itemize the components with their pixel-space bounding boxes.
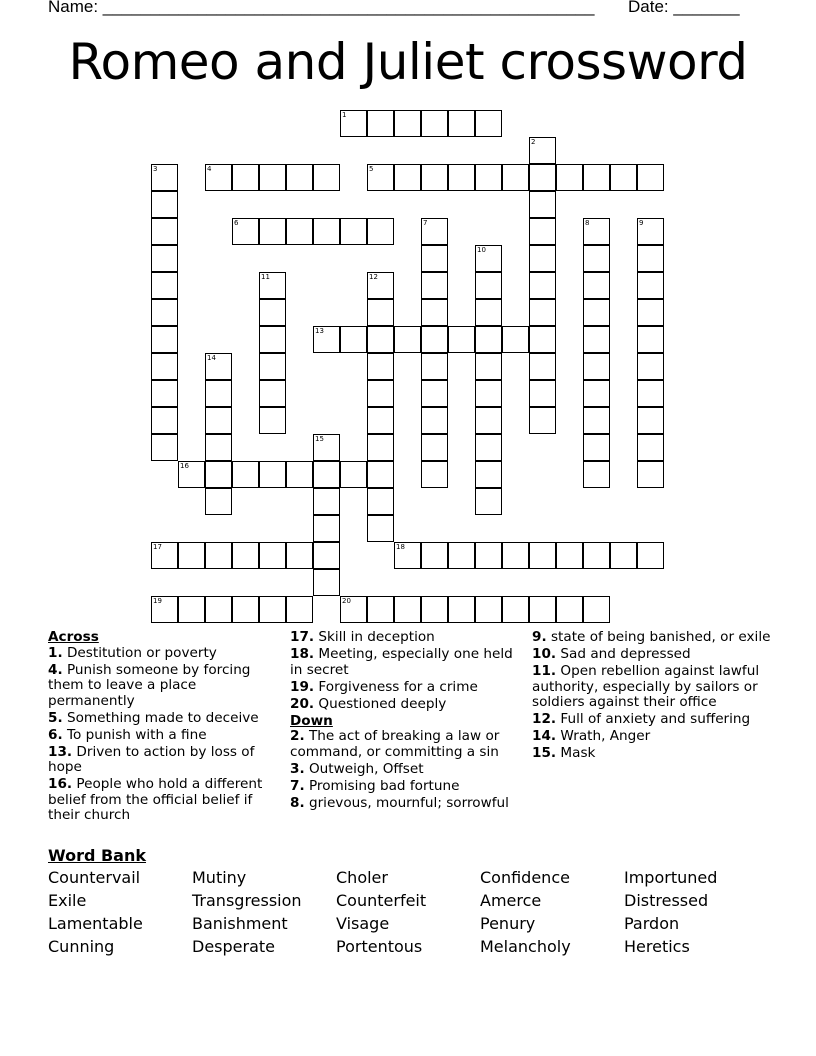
grid-cell[interactable] <box>448 164 475 191</box>
grid-cell[interactable] <box>475 461 502 488</box>
clue-number: 12 <box>369 273 378 281</box>
grid-cell[interactable] <box>421 353 448 380</box>
word-bank-item: Transgression <box>192 891 302 910</box>
clue-item-number: 12. <box>532 711 557 727</box>
grid-cell[interactable] <box>448 110 475 137</box>
grid-cell[interactable] <box>340 326 367 353</box>
word-bank-title: Word Bank <box>48 846 147 865</box>
clue-item-text: Mask <box>556 745 596 761</box>
grid-cell[interactable] <box>259 461 286 488</box>
grid-cell[interactable] <box>259 380 286 407</box>
grid-cell[interactable] <box>313 488 340 515</box>
grid-cell[interactable] <box>421 164 448 191</box>
grid-cell[interactable] <box>259 326 286 353</box>
clue-number: 8 <box>585 219 590 227</box>
clue-number: 14 <box>207 354 216 362</box>
word-bank-item: Importuned <box>624 868 718 887</box>
grid-cell[interactable] <box>529 164 556 191</box>
grid-cell[interactable] <box>610 164 637 191</box>
clue-item <box>48 663 280 710</box>
word-bank-item: Choler <box>336 868 388 887</box>
grid-cell[interactable] <box>340 110 367 137</box>
word-bank-item: Melancholy <box>480 937 571 956</box>
grid-cell[interactable] <box>205 596 232 623</box>
grid-cell[interactable] <box>637 461 664 488</box>
grid-cell[interactable] <box>151 218 178 245</box>
grid-cell[interactable] <box>178 596 205 623</box>
grid-cell[interactable] <box>421 542 448 569</box>
grid-cell[interactable] <box>286 164 313 191</box>
grid-cell[interactable] <box>583 353 610 380</box>
word-bank-item: Counterfeit <box>336 891 427 910</box>
clue-number: 6 <box>234 219 239 227</box>
grid-cell[interactable] <box>205 488 232 515</box>
grid-cell[interactable] <box>205 164 232 191</box>
clue-number: 10 <box>477 246 486 254</box>
grid-cell[interactable] <box>529 380 556 407</box>
clue-item <box>48 728 280 744</box>
clue-item <box>290 697 526 713</box>
grid-cell[interactable] <box>529 245 556 272</box>
clue-item-number: 6. <box>48 726 63 743</box>
grid-cell[interactable] <box>421 407 448 434</box>
grid-cell[interactable] <box>475 542 502 569</box>
grid-cell[interactable] <box>340 218 367 245</box>
grid-cell[interactable] <box>232 461 259 488</box>
clue-item-text: Full of anxiety and suffering <box>556 711 751 727</box>
grid-cell[interactable] <box>583 164 610 191</box>
grid-cell[interactable] <box>637 380 664 407</box>
grid-cell[interactable] <box>529 326 556 353</box>
grid-cell[interactable] <box>259 353 286 380</box>
word-bank-item: Distressed <box>624 891 709 910</box>
clue-item-text: Questioned deeply <box>314 695 447 712</box>
grid-cell[interactable] <box>205 353 232 380</box>
clue-number: 1 <box>342 111 347 119</box>
grid-cell[interactable] <box>502 164 529 191</box>
clue-item <box>290 680 526 696</box>
clue-item-number: 13. <box>48 743 73 760</box>
grid-cell[interactable] <box>583 299 610 326</box>
grid-cell[interactable] <box>421 461 448 488</box>
grid-cell[interactable] <box>529 218 556 245</box>
grid-cell[interactable] <box>367 461 394 488</box>
grid-cell[interactable] <box>151 191 178 218</box>
word-bank-item: Desperate <box>192 937 275 956</box>
clue-number: 20 <box>342 597 351 605</box>
grid-cell[interactable] <box>151 326 178 353</box>
grid-cell[interactable] <box>610 542 637 569</box>
grid-cell[interactable] <box>313 542 340 569</box>
clue-number: 11 <box>261 273 270 281</box>
grid-cell[interactable] <box>367 380 394 407</box>
grid-cell[interactable] <box>475 164 502 191</box>
word-bank-item: Pardon <box>624 914 680 933</box>
grid-cell[interactable] <box>232 596 259 623</box>
clue-item-number: 4. <box>48 661 63 678</box>
grid-cell[interactable] <box>475 272 502 299</box>
clue-item-number: 9. <box>532 629 547 645</box>
clue-item <box>48 745 280 776</box>
grid-cell[interactable] <box>367 326 394 353</box>
clue-item <box>532 647 772 663</box>
clue-item <box>532 664 772 711</box>
clue-number: 13 <box>315 327 324 335</box>
grid-cell[interactable] <box>259 299 286 326</box>
grid-cell[interactable] <box>637 272 664 299</box>
word-bank-item: Amerce <box>480 891 542 910</box>
grid-cell[interactable] <box>340 596 367 623</box>
clue-item-text: People who hold a different belief from the official belief if their church <box>48 776 263 823</box>
grid-cell[interactable] <box>475 299 502 326</box>
clue-item-number: 19. <box>290 678 315 695</box>
grid-cell[interactable] <box>475 353 502 380</box>
clue-item-number: 7. <box>290 777 305 794</box>
grid-cell[interactable] <box>259 542 286 569</box>
grid-cell[interactable] <box>421 326 448 353</box>
name-field-label[interactable]: Name: ____________________________________________________ <box>48 0 595 16</box>
grid-cell[interactable] <box>313 461 340 488</box>
grid-cell[interactable] <box>286 461 313 488</box>
grid-cell[interactable] <box>151 353 178 380</box>
clue-number: 7 <box>423 219 428 227</box>
date-field-label[interactable]: Date: _______ <box>628 0 740 16</box>
grid-cell[interactable] <box>151 542 178 569</box>
grid-cell[interactable] <box>448 596 475 623</box>
grid-cell[interactable] <box>475 407 502 434</box>
clue-item <box>48 646 280 662</box>
grid-cell[interactable] <box>313 434 340 461</box>
grid-cell[interactable] <box>367 218 394 245</box>
grid-cell[interactable] <box>529 353 556 380</box>
clue-item-text: Driven to action by loss of hope <box>48 743 255 775</box>
grid-cell[interactable] <box>313 326 340 353</box>
clue-item <box>532 712 772 728</box>
word-bank-item: Lamentable <box>48 914 143 933</box>
grid-cell[interactable] <box>421 434 448 461</box>
grid-cell[interactable] <box>556 542 583 569</box>
clue-item-number: 8. <box>290 794 305 811</box>
word-bank-item: Visage <box>336 914 390 933</box>
clue-item-text: The act of breaking a law or command, or committing a sin <box>290 728 500 760</box>
grid-cell[interactable] <box>448 326 475 353</box>
clue-number: 17 <box>153 543 162 551</box>
word-bank-item: Cunning <box>48 937 115 956</box>
grid-cell[interactable] <box>583 434 610 461</box>
grid-cell[interactable] <box>583 596 610 623</box>
grid-cell[interactable] <box>583 245 610 272</box>
clue-item-text: To punish with a fine <box>62 726 207 743</box>
grid-cell[interactable] <box>583 218 610 245</box>
clue-item-number: 2. <box>290 728 305 744</box>
grid-cell[interactable] <box>205 461 232 488</box>
grid-cell[interactable] <box>151 407 178 434</box>
grid-cell[interactable] <box>151 164 178 191</box>
grid-cell[interactable] <box>529 191 556 218</box>
grid-cell[interactable] <box>367 110 394 137</box>
clue-item <box>290 762 526 778</box>
clue-item-text: Sad and depressed <box>556 646 691 662</box>
clue-item-text: Skill in deception <box>314 629 435 645</box>
clue-item-text: Something made to deceive <box>62 709 259 726</box>
grid-cell[interactable] <box>151 380 178 407</box>
grid-cell[interactable] <box>205 434 232 461</box>
word-bank <box>48 868 768 956</box>
grid-cell[interactable] <box>421 272 448 299</box>
clue-item-number: 20. <box>290 695 315 712</box>
grid-cell[interactable] <box>151 299 178 326</box>
grid-cell[interactable] <box>637 218 664 245</box>
grid-cell[interactable] <box>151 272 178 299</box>
clue-item-text: Outweigh, Offset <box>304 760 424 777</box>
clue-item-number: 14. <box>532 728 557 744</box>
grid-cell[interactable] <box>178 542 205 569</box>
down-heading: Down <box>290 712 333 729</box>
clue-item <box>290 647 526 678</box>
grid-cell[interactable] <box>340 461 367 488</box>
word-bank-item: Countervail <box>48 868 141 887</box>
clue-number: 5 <box>369 165 374 173</box>
clue-item-number: 11. <box>532 663 557 679</box>
grid-cell[interactable] <box>421 380 448 407</box>
grid-cell[interactable] <box>637 326 664 353</box>
grid-cell[interactable] <box>583 326 610 353</box>
clue-number: 3 <box>153 165 158 173</box>
grid-cell[interactable] <box>259 596 286 623</box>
grid-cell[interactable] <box>151 596 178 623</box>
clue-number: 19 <box>153 597 162 605</box>
grid-cell[interactable] <box>394 110 421 137</box>
grid-cell[interactable] <box>475 380 502 407</box>
clue-item <box>48 711 280 727</box>
page-title: Romeo and Juliet crossword <box>68 33 748 91</box>
grid-cell[interactable] <box>286 218 313 245</box>
grid-cell[interactable] <box>502 596 529 623</box>
word-bank-item: Penury <box>480 914 536 933</box>
clue-number: 4 <box>207 165 212 173</box>
clue-item-text: grievous, mournful; sorrowful <box>304 794 509 811</box>
grid-cell[interactable] <box>502 326 529 353</box>
clue-number: 18 <box>396 543 405 551</box>
grid-cell[interactable] <box>205 542 232 569</box>
clue-item <box>290 729 526 760</box>
grid-cell[interactable] <box>367 272 394 299</box>
grid-cell[interactable] <box>475 434 502 461</box>
grid-cell[interactable] <box>367 353 394 380</box>
clue-item-text: Promising bad fortune <box>304 777 460 794</box>
grid-cell[interactable] <box>394 542 421 569</box>
clue-item <box>290 630 526 646</box>
grid-cell[interactable] <box>529 137 556 164</box>
clue-item-text: Meeting, especially one held in secret <box>290 646 513 678</box>
grid-cell[interactable] <box>475 245 502 272</box>
grid-cell[interactable] <box>448 542 475 569</box>
grid-cell[interactable] <box>637 299 664 326</box>
clues-column-3 <box>532 630 772 763</box>
clue-item-number: 15. <box>532 745 557 761</box>
grid-cell[interactable] <box>637 542 664 569</box>
clue-item-number: 17. <box>290 629 315 645</box>
grid-cell[interactable] <box>259 218 286 245</box>
grid-cell[interactable] <box>367 488 394 515</box>
grid-cell[interactable] <box>475 326 502 353</box>
grid-cell[interactable] <box>637 353 664 380</box>
grid-cell[interactable] <box>529 272 556 299</box>
grid-cell[interactable] <box>475 488 502 515</box>
clue-item-text: Forgiveness for a crime <box>314 678 478 695</box>
grid-cell[interactable] <box>421 218 448 245</box>
grid-cell[interactable] <box>232 542 259 569</box>
clue-item-text: Wrath, Anger <box>556 728 651 744</box>
grid-cell[interactable] <box>637 407 664 434</box>
word-bank-item: Heretics <box>624 937 690 956</box>
grid-cell[interactable] <box>529 407 556 434</box>
grid-cell[interactable] <box>367 515 394 542</box>
grid-cell[interactable] <box>556 164 583 191</box>
grid-cell[interactable] <box>637 164 664 191</box>
across-heading: Across <box>48 629 99 645</box>
clue-item <box>532 729 772 745</box>
clue-number: 16 <box>180 462 189 470</box>
grid-cell[interactable] <box>205 407 232 434</box>
grid-cell[interactable] <box>421 245 448 272</box>
word-bank-item: Confidence <box>480 868 570 887</box>
clue-item <box>532 630 772 646</box>
grid-cell[interactable] <box>313 569 340 596</box>
grid-cell[interactable] <box>394 596 421 623</box>
clue-item <box>48 777 280 824</box>
grid-cell[interactable] <box>286 542 313 569</box>
grid-cell[interactable] <box>259 272 286 299</box>
grid-cell[interactable] <box>421 596 448 623</box>
grid-cell[interactable] <box>367 164 394 191</box>
grid-cell[interactable] <box>529 596 556 623</box>
grid-cell[interactable] <box>421 110 448 137</box>
grid-cell[interactable] <box>583 542 610 569</box>
grid-cell[interactable] <box>367 407 394 434</box>
grid-cell[interactable] <box>394 326 421 353</box>
grid-cell[interactable] <box>286 596 313 623</box>
clues-column-1 <box>48 630 280 825</box>
clue-item-text: Punish someone by forcing them to leave a place permanently <box>48 661 251 709</box>
grid-cell[interactable] <box>313 515 340 542</box>
clue-item <box>290 779 526 795</box>
clue-item-text: Destitution or poverty <box>62 644 217 661</box>
grid-cell[interactable] <box>259 164 286 191</box>
clue-item-number: 16. <box>48 776 73 792</box>
grid-cell[interactable] <box>583 272 610 299</box>
grid-cell[interactable] <box>556 596 583 623</box>
clue-item-number: 5. <box>48 709 63 726</box>
grid-cell[interactable] <box>529 542 556 569</box>
grid-cell[interactable] <box>367 299 394 326</box>
grid-cell[interactable] <box>529 299 556 326</box>
grid-cell[interactable] <box>232 164 259 191</box>
clues-column-2 <box>290 630 526 813</box>
grid-cell[interactable] <box>178 461 205 488</box>
clue-item-number: 3. <box>290 760 305 777</box>
grid-cell[interactable] <box>475 110 502 137</box>
clue-item-number: 1. <box>48 644 63 661</box>
grid-cell[interactable] <box>151 434 178 461</box>
word-bank-item: Exile <box>48 891 87 910</box>
grid-cell[interactable] <box>259 407 286 434</box>
clue-item-number: 10. <box>532 646 557 662</box>
clue-number: 15 <box>315 435 324 443</box>
clue-item <box>532 746 772 762</box>
grid-cell[interactable] <box>394 164 421 191</box>
word-bank-item: Portentous <box>336 937 423 956</box>
clue-item-number: 18. <box>290 646 315 662</box>
grid-cell[interactable] <box>583 461 610 488</box>
grid-cell[interactable] <box>475 596 502 623</box>
grid-cell[interactable] <box>637 245 664 272</box>
grid-cell[interactable] <box>421 299 448 326</box>
grid-cell[interactable] <box>583 380 610 407</box>
grid-cell[interactable] <box>232 218 259 245</box>
clue-number: 2 <box>531 138 536 146</box>
grid-cell[interactable] <box>313 218 340 245</box>
clue-item <box>290 796 526 812</box>
grid-cell[interactable] <box>367 596 394 623</box>
grid-cell[interactable] <box>367 434 394 461</box>
grid-cell[interactable] <box>151 245 178 272</box>
word-bank-item: Banishment <box>192 914 288 933</box>
grid-cell[interactable] <box>502 542 529 569</box>
clue-item-text: state of being banished, or exile <box>546 629 771 645</box>
grid-cell[interactable] <box>637 434 664 461</box>
clue-item-text: Open rebellion against lawful authority, especially by sailors or soldiers against their office <box>532 663 760 710</box>
clue-number: 9 <box>639 219 644 227</box>
grid-cell[interactable] <box>205 380 232 407</box>
grid-cell[interactable] <box>313 164 340 191</box>
grid-cell[interactable] <box>583 407 610 434</box>
word-bank-item: Mutiny <box>192 868 247 887</box>
